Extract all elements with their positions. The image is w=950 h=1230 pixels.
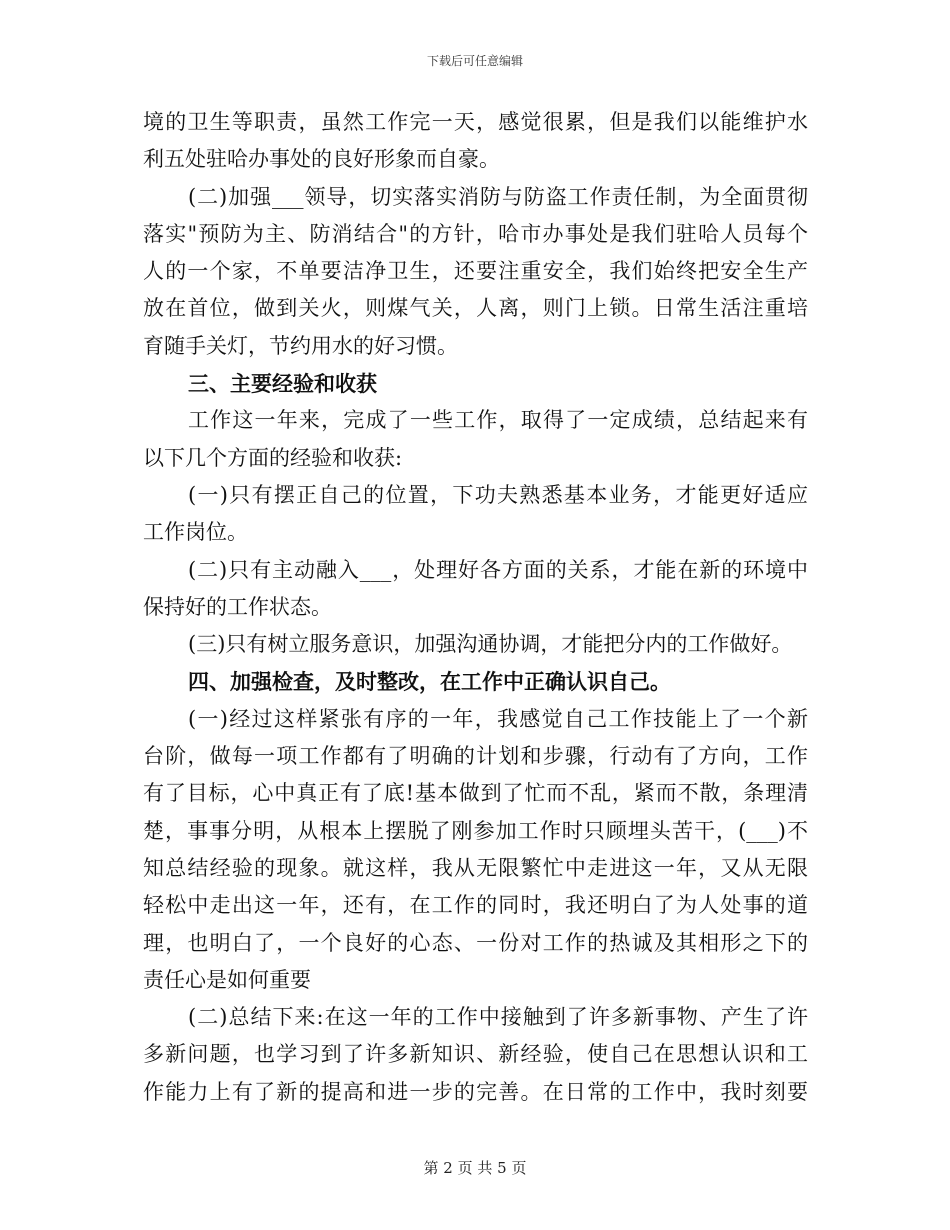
text-line: 多新问题，也学习到了许多新知识、新经验，使自己在思想认识和工 — [143, 1042, 808, 1067]
text-line: 人的一个家，不单要洁净卫生，还要注重安全，我们始终把安全生产 — [143, 259, 808, 284]
text-line: 楚，事事分明，从根本上摆脱了刚参加工作时只顾埋头苦干，(___)不 — [143, 818, 808, 843]
text-line: 工作这一年来，完成了一些工作，取得了一定成绩，总结起来有 — [188, 408, 808, 433]
text-line: (一)经过这样紧张有序的一年，我感觉自己工作技能上了一个新 — [188, 706, 808, 731]
text-line: 理，也明白了，一个良好的心态、一份对工作的热诚及其相形之下的 — [143, 930, 808, 955]
text-line: (一)只有摆正自己的位置，下功夫熟悉基本业务，才能更好适应 — [188, 482, 808, 507]
text-line: (二)总结下来:在这一年的工作中接触到了许多新事物、产生了许 — [188, 1005, 808, 1030]
section-heading: 四、加强检查，及时整改，在工作中正确认识自己。 — [188, 669, 671, 695]
text-line: 台阶，做每一项工作都有了明确的计划和步骤，行动有了方向，工作 — [143, 744, 808, 769]
text-line: 以下几个方面的经验和收获: — [143, 445, 403, 470]
text-line: (三)只有树立服务意识，加强沟通协调，才能把分内的工作做好。 — [188, 632, 793, 657]
text-line: 作能力上有了新的提高和进一步的完善。在日常的工作中，我时刻要 — [143, 1079, 808, 1104]
text-line: (二)加强___领导，切实落实消防与防盗工作责任制，为全面贯彻 — [188, 184, 808, 209]
text-line: 责任心是如何重要 — [143, 967, 311, 992]
text-line: 知总结经验的现象。就这样，我从无限繁忙中走进这一年，又从无限 — [143, 855, 808, 880]
text-line: 放在首位，做到关火，则煤气关，人离，则门上锁。日常生活注重培 — [143, 296, 808, 321]
text-line: 工作岗位。 — [143, 520, 248, 545]
page-number: 第 2 页 共 5 页 — [423, 1159, 527, 1177]
text-line: 境的卫生等职责，虽然工作完一天，感觉很累，但是我们以能维护水 — [143, 110, 808, 134]
text-line: 有了目标，心中真正有了底!基本做到了忙而不乱，紧而不散，条理清 — [143, 781, 808, 806]
text-line: 轻松中走出这一年，还有，在工作的同时，我还明白了为人处事的道 — [143, 893, 808, 918]
text-line: (二)只有主动融入___，处理好各方面的关系，才能在新的环境中 — [188, 557, 808, 582]
text-line: 保持好的工作状态。 — [143, 594, 332, 619]
section-heading: 三、主要经验和收获 — [188, 371, 377, 397]
document-body — [143, 104, 808, 1111]
text-line: 利五处驻哈办事处的良好形象而自豪。 — [143, 147, 500, 172]
page-header: 下载后可任意编辑 — [426, 54, 523, 68]
text-line: 育随手关灯，节约用水的好习惯。 — [143, 333, 458, 358]
text-line: 落实"预防为主、防消结合"的方针，哈市办事处是我们驻哈人员每个 — [143, 221, 808, 246]
